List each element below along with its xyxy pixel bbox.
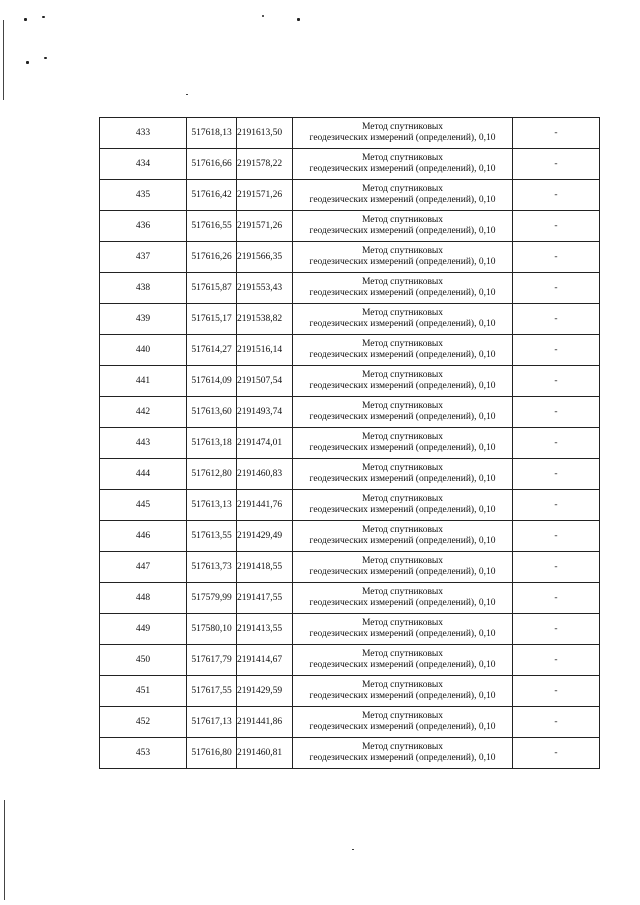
y-coordinate-cell: 2191571,26	[237, 211, 293, 242]
method-cell	[293, 552, 513, 583]
method-line-2: геодезических измерений (определений), 0,10	[309, 691, 496, 701]
extra-cell: -	[513, 335, 600, 366]
method-line-1: Метод спутниковых	[361, 711, 444, 721]
x-coordinate-cell: 517613,55	[187, 521, 237, 552]
method-line-2: геодезических измерений (определений), 0,10	[309, 753, 496, 763]
method-line-1: Метод спутниковых	[361, 587, 444, 597]
point-number-cell: 450	[100, 645, 187, 676]
method-cell	[293, 397, 513, 428]
table-row	[100, 552, 600, 583]
y-coordinate-cell: 2191553,43	[237, 273, 293, 304]
method-line-2: геодезических измерений (определений), 0,10	[309, 598, 496, 608]
coordinates-table	[99, 117, 600, 769]
x-coordinate-cell: 517613,13	[187, 490, 237, 521]
method-line-1: Метод спутниковых	[361, 246, 444, 256]
x-coordinate-cell: 517616,55	[187, 211, 237, 242]
method-line-1: Метод спутниковых	[361, 525, 444, 535]
extra-cell: -	[513, 242, 600, 273]
y-coordinate-cell: 2191429,59	[237, 676, 293, 707]
point-number-cell: 437	[100, 242, 187, 273]
x-coordinate-cell: 517617,55	[187, 676, 237, 707]
table-row	[100, 180, 600, 211]
table-row	[100, 707, 600, 738]
point-number-cell: 436	[100, 211, 187, 242]
x-coordinate-cell: 517614,09	[187, 366, 237, 397]
y-coordinate-cell: 2191571,26	[237, 180, 293, 211]
point-number-cell: 434	[100, 149, 187, 180]
table-row	[100, 583, 600, 614]
extra-cell: -	[513, 459, 600, 490]
extra-cell: -	[513, 273, 600, 304]
method-cell	[293, 676, 513, 707]
method-cell	[293, 273, 513, 304]
scan-edge-line	[4, 800, 5, 900]
table-row	[100, 149, 600, 180]
method-line-2: геодезических измерений (определений), 0,10	[309, 505, 496, 515]
method-line-1: Метод спутниковых	[361, 649, 444, 659]
method-line-1: Метод спутниковых	[361, 370, 444, 380]
extra-cell: -	[513, 583, 600, 614]
table-row	[100, 304, 600, 335]
extra-cell: -	[513, 366, 600, 397]
method-line-1: Метод спутниковых	[361, 153, 444, 163]
table-row	[100, 614, 600, 645]
point-number-cell: 440	[100, 335, 187, 366]
y-coordinate-cell: 2191538,82	[237, 304, 293, 335]
method-cell	[293, 118, 513, 149]
method-cell	[293, 304, 513, 335]
point-number-cell: 448	[100, 583, 187, 614]
y-coordinate-cell: 2191441,76	[237, 490, 293, 521]
method-line-1: Метод спутниковых	[361, 308, 444, 318]
method-line-2: геодезических измерений (определений), 0,10	[309, 288, 496, 298]
method-line-2: геодезических измерений (определений), 0,10	[309, 381, 496, 391]
method-line-1: Метод спутниковых	[361, 618, 444, 628]
point-number-cell: 453	[100, 738, 187, 769]
y-coordinate-cell: 2191516,14	[237, 335, 293, 366]
x-coordinate-cell: 517613,73	[187, 552, 237, 583]
method-line-2: геодезических измерений (определений), 0,10	[309, 195, 496, 205]
table-row	[100, 366, 600, 397]
method-line-2: геодезических измерений (определений), 0,10	[309, 226, 496, 236]
method-cell	[293, 645, 513, 676]
point-number-cell: 443	[100, 428, 187, 459]
y-coordinate-cell: 2191474,01	[237, 428, 293, 459]
table-row	[100, 211, 600, 242]
method-line-2: геодезических измерений (определений), 0,10	[309, 536, 496, 546]
extra-cell: -	[513, 118, 600, 149]
table-row	[100, 738, 600, 769]
point-number-cell: 439	[100, 304, 187, 335]
method-line-1: Метод спутниковых	[361, 184, 444, 194]
table-row	[100, 428, 600, 459]
extra-cell: -	[513, 149, 600, 180]
y-coordinate-cell: 2191418,55	[237, 552, 293, 583]
extra-cell: -	[513, 397, 600, 428]
x-coordinate-cell: 517617,13	[187, 707, 237, 738]
x-coordinate-cell: 517579,99	[187, 583, 237, 614]
scan-speck	[352, 849, 354, 850]
point-number-cell: 452	[100, 707, 187, 738]
point-number-cell: 447	[100, 552, 187, 583]
extra-cell: -	[513, 707, 600, 738]
method-line-2: геодезических измерений (определений), 0,10	[309, 722, 496, 732]
x-coordinate-cell: 517614,27	[187, 335, 237, 366]
method-line-1: Метод спутниковых	[361, 277, 444, 287]
method-cell	[293, 242, 513, 273]
method-cell	[293, 707, 513, 738]
method-line-2: геодезических измерений (определений), 0,10	[309, 474, 496, 484]
method-cell	[293, 521, 513, 552]
method-line-2: геодезических измерений (определений), 0,10	[309, 660, 496, 670]
table-row	[100, 645, 600, 676]
coordinates-table-body	[100, 118, 600, 769]
point-number-cell: 438	[100, 273, 187, 304]
scan-speck	[297, 18, 300, 21]
x-coordinate-cell: 517616,80	[187, 738, 237, 769]
table-row	[100, 118, 600, 149]
x-coordinate-cell: 517618,13	[187, 118, 237, 149]
x-coordinate-cell: 517615,87	[187, 273, 237, 304]
point-number-cell: 449	[100, 614, 187, 645]
method-line-1: Метод спутниковых	[361, 680, 444, 690]
extra-cell: -	[513, 614, 600, 645]
x-coordinate-cell: 517612,80	[187, 459, 237, 490]
y-coordinate-cell: 2191613,50	[237, 118, 293, 149]
table-row	[100, 459, 600, 490]
method-line-2: геодезических измерений (определений), 0,10	[309, 257, 496, 267]
method-cell	[293, 738, 513, 769]
method-line-1: Метод спутниковых	[361, 215, 444, 225]
y-coordinate-cell: 2191413,55	[237, 614, 293, 645]
extra-cell: -	[513, 552, 600, 583]
y-coordinate-cell: 2191507,54	[237, 366, 293, 397]
scan-speck	[42, 16, 45, 18]
y-coordinate-cell: 2191441,86	[237, 707, 293, 738]
point-number-cell: 444	[100, 459, 187, 490]
y-coordinate-cell: 2191578,22	[237, 149, 293, 180]
method-line-1: Метод спутниковых	[361, 494, 444, 504]
method-line-1: Метод спутниковых	[361, 122, 444, 132]
method-line-1: Метод спутниковых	[361, 463, 444, 473]
table-row	[100, 521, 600, 552]
scan-speck	[262, 15, 264, 17]
method-cell	[293, 366, 513, 397]
extra-cell: -	[513, 180, 600, 211]
point-number-cell: 442	[100, 397, 187, 428]
method-line-2: геодезических измерений (определений), 0,10	[309, 133, 496, 143]
method-cell	[293, 180, 513, 211]
extra-cell: -	[513, 490, 600, 521]
method-cell	[293, 583, 513, 614]
point-number-cell: 441	[100, 366, 187, 397]
method-cell	[293, 614, 513, 645]
x-coordinate-cell: 517613,18	[187, 428, 237, 459]
extra-cell: -	[513, 428, 600, 459]
y-coordinate-cell: 2191493,74	[237, 397, 293, 428]
method-line-2: геодезических измерений (определений), 0,10	[309, 629, 496, 639]
method-line-1: Метод спутниковых	[361, 339, 444, 349]
point-number-cell: 451	[100, 676, 187, 707]
point-number-cell: 433	[100, 118, 187, 149]
method-line-1: Метод спутниковых	[361, 401, 444, 411]
y-coordinate-cell: 2191414,67	[237, 645, 293, 676]
table-row	[100, 676, 600, 707]
table-row	[100, 397, 600, 428]
method-cell	[293, 490, 513, 521]
y-coordinate-cell: 2191566,35	[237, 242, 293, 273]
x-coordinate-cell: 517615,17	[187, 304, 237, 335]
method-line-2: геодезических измерений (определений), 0,10	[309, 567, 496, 577]
x-coordinate-cell: 517613,60	[187, 397, 237, 428]
extra-cell: -	[513, 738, 600, 769]
extra-cell: -	[513, 211, 600, 242]
point-number-cell: 446	[100, 521, 187, 552]
method-cell	[293, 428, 513, 459]
extra-cell: -	[513, 645, 600, 676]
method-line-2: геодезических измерений (определений), 0,10	[309, 412, 496, 422]
scan-speck	[24, 18, 27, 21]
method-line-2: геодезических измерений (определений), 0,10	[309, 319, 496, 329]
y-coordinate-cell: 2191429,49	[237, 521, 293, 552]
method-line-1: Метод спутниковых	[361, 556, 444, 566]
method-line-1: Метод спутниковых	[361, 432, 444, 442]
scan-speck	[186, 94, 188, 95]
x-coordinate-cell: 517616,42	[187, 180, 237, 211]
point-number-cell: 445	[100, 490, 187, 521]
table-row	[100, 273, 600, 304]
scan-speck	[26, 61, 29, 64]
method-line-2: геодезических измерений (определений), 0,10	[309, 443, 496, 453]
table-row	[100, 490, 600, 521]
method-line-2: геодезических измерений (определений), 0,10	[309, 350, 496, 360]
method-cell	[293, 335, 513, 366]
method-line-2: геодезических измерений (определений), 0,10	[309, 164, 496, 174]
x-coordinate-cell: 517580,10	[187, 614, 237, 645]
scan-edge-line	[3, 20, 4, 100]
scan-speck	[44, 57, 47, 59]
y-coordinate-cell: 2191460,83	[237, 459, 293, 490]
point-number-cell: 435	[100, 180, 187, 211]
x-coordinate-cell: 517617,79	[187, 645, 237, 676]
method-line-1: Метод спутниковых	[361, 742, 444, 752]
method-cell	[293, 149, 513, 180]
method-cell	[293, 211, 513, 242]
table-row	[100, 335, 600, 366]
method-cell	[293, 459, 513, 490]
extra-cell: -	[513, 304, 600, 335]
y-coordinate-cell: 2191417,55	[237, 583, 293, 614]
x-coordinate-cell: 517616,26	[187, 242, 237, 273]
y-coordinate-cell: 2191460,81	[237, 738, 293, 769]
table-row	[100, 242, 600, 273]
extra-cell: -	[513, 676, 600, 707]
x-coordinate-cell: 517616,66	[187, 149, 237, 180]
extra-cell: -	[513, 521, 600, 552]
